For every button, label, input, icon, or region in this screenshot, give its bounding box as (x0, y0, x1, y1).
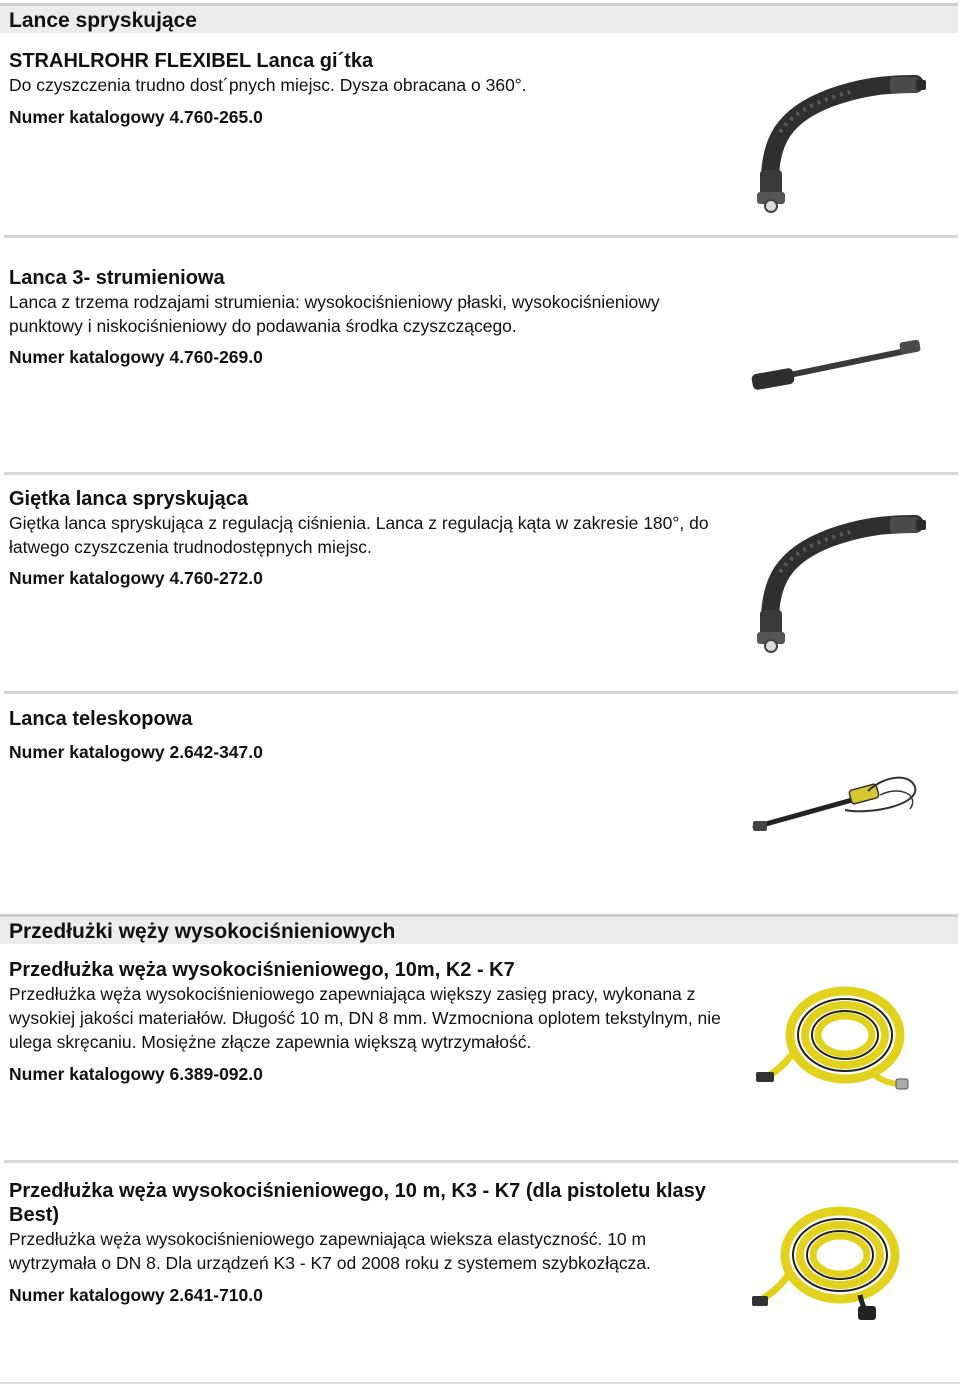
product-item (9, 958, 729, 1086)
product-description: Do czyszczenia trudno dost´pnych miejsc. Dysza obracana o 360°. (9, 75, 527, 95)
product-description: Przedłużka węża wysokociśnieniowego zapewniająca wieksza elastyczność. 10 m wytrzymała o DN 8. Dla urządzeń K3 - K7 od 2008 roku z systemem szybkozłącza. (9, 1229, 651, 1273)
divider (4, 472, 958, 475)
product-description: Giętka lanca spryskująca z regulacją ciśnienia. Lanca z regulacją kąta w zakresie 180°, do łatwego czyszczenia trudnodostępnych miejsc. (9, 513, 709, 557)
product-description: Przedłużka węża wysokociśnieniowego zapewniająca większy zasięg pracy, wykonana z wysokiej jakości materiałów. Długość 10 m, DN 8 mm. Wzmocniona oplotem tekstylnym, nie ulega skręcaniu. Mosiężne złącze zapewnia większą wytrzymałość. (9, 984, 721, 1052)
section-header-lances (0, 3, 958, 33)
catalog-number: Numer katalogowy 4.760-265.0 (9, 107, 263, 127)
bent-lance-image (740, 70, 930, 215)
catalog-number: Numer katalogowy 6.389-092.0 (9, 1064, 263, 1084)
product-item (9, 266, 729, 369)
section-header-hose-extensions (0, 914, 958, 944)
product-item (9, 49, 729, 129)
product-name: Giętka lanca spryskująca (9, 488, 249, 510)
catalog-number: Numer katalogowy 4.760-269.0 (9, 347, 263, 367)
coiled-hose-image (750, 980, 910, 1100)
product-name: Lanca teleskopowa (9, 708, 193, 730)
divider (4, 691, 958, 694)
divider (4, 235, 958, 238)
telescopic-lance-image (750, 765, 930, 840)
product-name: STRAHLROHR FLEXIBEL Lanca gi´tka (9, 50, 374, 72)
catalog-number: Numer katalogowy 2.641-710.0 (9, 1285, 263, 1305)
section-title: Przedłużki węży wysokociśnieniowych (9, 920, 396, 943)
divider (4, 1160, 958, 1163)
divider (0, 1382, 960, 1384)
product-item (9, 707, 729, 764)
product-item (9, 1179, 729, 1307)
product-name: Przedłużka węża wysokociśnieniowego, 10 m, K3 - K7 (dla pistoletu klasy Best) (9, 1180, 706, 1226)
catalog-number: Numer katalogowy 4.760-272.0 (9, 568, 263, 588)
coiled-hose-image (750, 1200, 910, 1325)
product-name: Przedłużka węża wysokociśnieniowego, 10m, K2 - K7 (9, 959, 515, 981)
section-title: Lance spryskujące (9, 9, 197, 32)
product-item (9, 487, 729, 590)
catalog-number: Numer katalogowy 2.642-347.0 (9, 742, 263, 762)
straight-lance-image (750, 335, 930, 395)
bent-lance-image (740, 510, 930, 655)
product-description: Lanca z trzema rodzajami strumienia: wysokociśnieniowy płaski, wysokociśnieniowy punktowy i niskociśnieniowy do podawania środka czyszczącego. (9, 292, 660, 336)
product-name: Lanca 3- strumieniowa (9, 267, 225, 289)
